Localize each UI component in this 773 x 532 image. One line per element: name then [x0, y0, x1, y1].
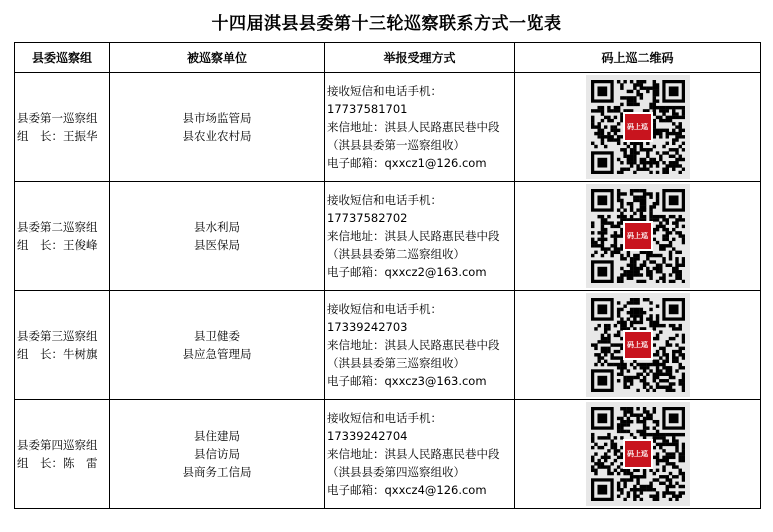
group-cell [15, 291, 110, 400]
units-cell [110, 291, 325, 400]
group-cell [15, 73, 110, 182]
group-cell [15, 182, 110, 291]
contact-line: 17737582702 [327, 211, 408, 225]
contact-line: 接收短信和电话手机： [327, 302, 442, 316]
contact-line: 接收短信和电话手机： [327, 193, 442, 207]
qr-code-icon[interactable] [586, 293, 690, 397]
contact-table [14, 42, 761, 509]
units-cell [110, 400, 325, 509]
group-leader: 组 长：陈 雷 [17, 456, 98, 470]
contact-line: 电子邮箱：qxxcz2@163.com [327, 265, 487, 279]
contact-line: 17339242703 [327, 320, 408, 334]
qr-badge: 码上巡 [623, 439, 653, 469]
contact-cell [325, 73, 515, 182]
contact-cell [325, 400, 515, 509]
contact-line: 来信地址：淇县人民路惠民巷中段 [327, 229, 500, 243]
contact-line: 接收短信和电话手机： [327, 411, 442, 425]
group-name: 县委第二巡察组 [17, 220, 98, 234]
qr-cell [515, 400, 761, 509]
contact-line: （淇县县委第四巡察组收） [327, 465, 465, 479]
table-row [15, 73, 761, 182]
contact-line: 电子邮箱：qxxcz3@163.com [327, 374, 487, 388]
group-leader: 组 长：王振华 [17, 129, 98, 143]
contact-line: （淇县县委第一巡察组收） [327, 138, 465, 152]
header-group: 县委巡察组 [15, 43, 110, 73]
inspected-unit: 县医保局 [194, 238, 240, 252]
inspected-unit: 县市场监管局 [182, 111, 252, 125]
group-name: 县委第三巡察组 [17, 329, 98, 343]
group-name: 县委第四巡察组 [17, 438, 98, 452]
contact-line: 接收短信和电话手机： [327, 84, 442, 98]
group-leader: 组 长：王俊峰 [17, 238, 98, 252]
inspected-unit: 县商务工信局 [182, 465, 252, 479]
contact-line: （淇县县委第二巡察组收） [327, 247, 465, 261]
page-title: 十四届淇县县委第十三轮巡察联系方式一览表 [211, 14, 562, 34]
qr-badge: 码上巡 [623, 330, 653, 360]
inspected-unit: 县农业农村局 [182, 129, 252, 143]
contact-line: 17737581701 [327, 102, 408, 116]
contact-line: 来信地址：淇县人民路惠民巷中段 [327, 120, 500, 134]
qr-code-icon[interactable] [586, 75, 690, 179]
inspected-unit: 县住建局 [194, 429, 240, 443]
contact-line: 电子邮箱：qxxcz4@126.com [327, 483, 487, 497]
qr-cell [515, 291, 761, 400]
contact-line: 电子邮箱：qxxcz1@126.com [327, 156, 487, 170]
inspected-unit: 县水利局 [194, 220, 240, 234]
qr-badge: 码上巡 [623, 112, 653, 142]
table-row [15, 182, 761, 291]
header-qr: 码上巡二维码 [515, 43, 761, 73]
units-cell [110, 73, 325, 182]
contact-line: 来信地址：淇县人民路惠民巷中段 [327, 447, 500, 461]
qr-badge: 码上巡 [623, 221, 653, 251]
table-header-row [15, 43, 761, 73]
table-row [15, 400, 761, 509]
inspected-unit: 县应急管理局 [182, 347, 252, 361]
contact-line: （淇县县委第三巡察组收） [327, 356, 465, 370]
units-cell [110, 182, 325, 291]
group-leader: 组 长：牛树旗 [17, 347, 98, 361]
contact-line: 来信地址：淇县人民路惠民巷中段 [327, 338, 500, 352]
table-row [15, 291, 761, 400]
qr-code-icon[interactable] [586, 402, 690, 506]
group-cell [15, 400, 110, 509]
qr-cell [515, 182, 761, 291]
header-contact: 举报受理方式 [325, 43, 515, 73]
qr-cell [515, 73, 761, 182]
group-name: 县委第一巡察组 [17, 111, 98, 125]
contact-line: 17339242704 [327, 429, 408, 443]
header-units: 被巡察单位 [110, 43, 325, 73]
qr-code-icon[interactable] [586, 184, 690, 288]
inspected-unit: 县卫健委 [194, 329, 240, 343]
contact-cell [325, 182, 515, 291]
contact-cell [325, 291, 515, 400]
inspected-unit: 县信访局 [194, 447, 240, 461]
